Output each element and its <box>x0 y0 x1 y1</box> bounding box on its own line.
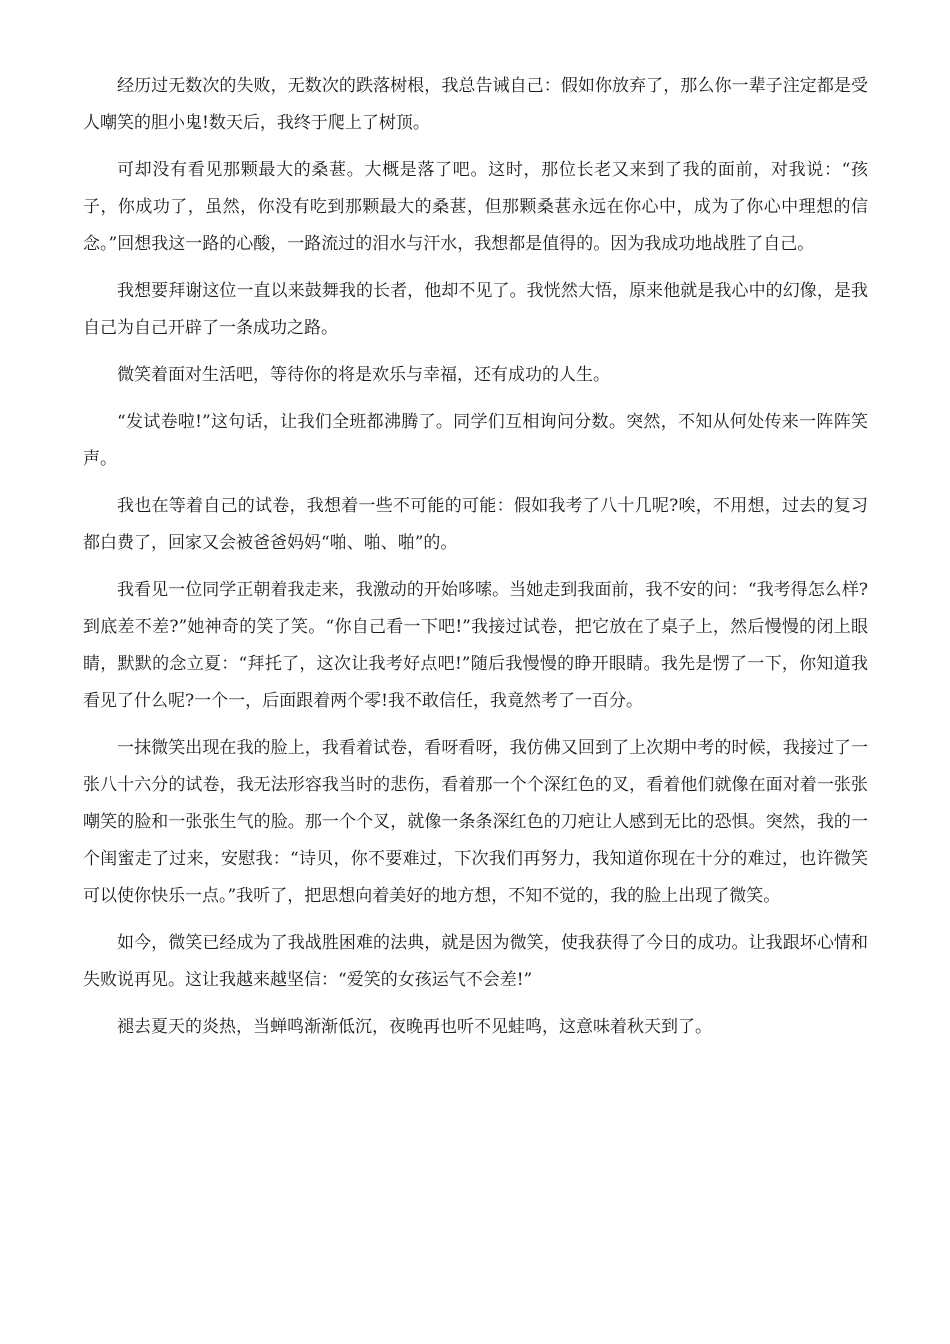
paragraph-2: 可却没有看见那颗最大的桑葚。大概是落了吧。这时，那位长老又来到了我的面前，对我说：“孩子，你成功了，虽然，你没有吃到那颗最大的桑葚，但那颗桑葚永远在你心中，成为了你心中理想的信念。”回想我这一路的心酸，一路流过的泪水与汗水，我想都是值得的。因为我成功地战胜了自己。 <box>83 160 868 254</box>
paragraph-3: 我想要拜谢这位一直以来鼓舞我的长者，他却不见了。我恍然大悟，原来他就是我心中的幻像，是我自己为自己开辟了一条成功之路。 <box>83 281 868 338</box>
paragraph-5: “发试卷啦!”这句话，让我们全班都沸腾了。同学们互相询问分数。突然，不知从何处传来一阵阵笑声。 <box>83 412 868 469</box>
paragraph-8: 一抹微笑出现在我的脸上，我看着试卷，看呀看呀，我仿佛又回到了上次期中考的时候，我接过了一张八十六分的试卷，我无法形容我当时的悲伤，看着那一个个深红色的叉，看着他们就像在面对着一张张嘲笑的脸和一张张生气的脸。那一个个叉，就像一条条深红色的刀疤让人感到无比的恐惧。突然，我的一个闺蜜走了过来，安慰我：“诗贝，你不要难过，下次我们再努力，我知道你现在十分的难过，也许微笑可以使你快乐一点。”我听了，把思想向着美好的地方想，不知不觉的，我的脸上出现了微笑。 <box>83 738 868 906</box>
document-body <box>83 68 868 1056</box>
paragraph-1: 经历过无数次的失败，无数次的跌落树根，我总告诫自己：假如你放弃了，那么你一辈子注定都是受人嘲笑的胆小鬼!数天后，我终于爬上了树顶。 <box>83 76 868 133</box>
paragraph-7: 我看见一位同学正朝着我走来，我激动的开始哆嗦。当她走到我面前，我不安的问：“我考得怎么样?到底差不差?”她神奇的笑了笑。“你自己看一下吧!”我接过试卷，把它放在了桌子上，然后慢慢的闭上眼睛，默默的念立夏：“拜托了，这次让我考好点吧!”随后我慢慢的睁开眼睛。我先是愣了一下，你知道我看见了什么呢?一个一，后面跟着两个零!我不敢信任，我竟然考了一百分。 <box>83 580 868 711</box>
paragraph-4: 微笑着面对生活吧，等待你的将是欢乐与幸福，还有成功的人生。 <box>117 365 610 385</box>
paragraph-10: 褪去夏天的炎热，当蝉鸣渐渐低沉，夜晚再也听不见蛙鸣，这意味着秋天到了。 <box>117 1017 712 1037</box>
paragraph-6: 我也在等着自己的试卷，我想着一些不可能的可能：假如我考了八十几呢?唉，不用想，过去的复习都白费了，回家又会被爸爸妈妈“啪、啪、啪”的。 <box>83 496 868 553</box>
paragraph-9: 如今，微笑已经成为了我战胜困难的法典，就是因为微笑，使我获得了今日的成功。让我跟坏心情和失败说再见。这让我越来越坚信：“爱笑的女孩运气不会差!” <box>83 933 868 990</box>
